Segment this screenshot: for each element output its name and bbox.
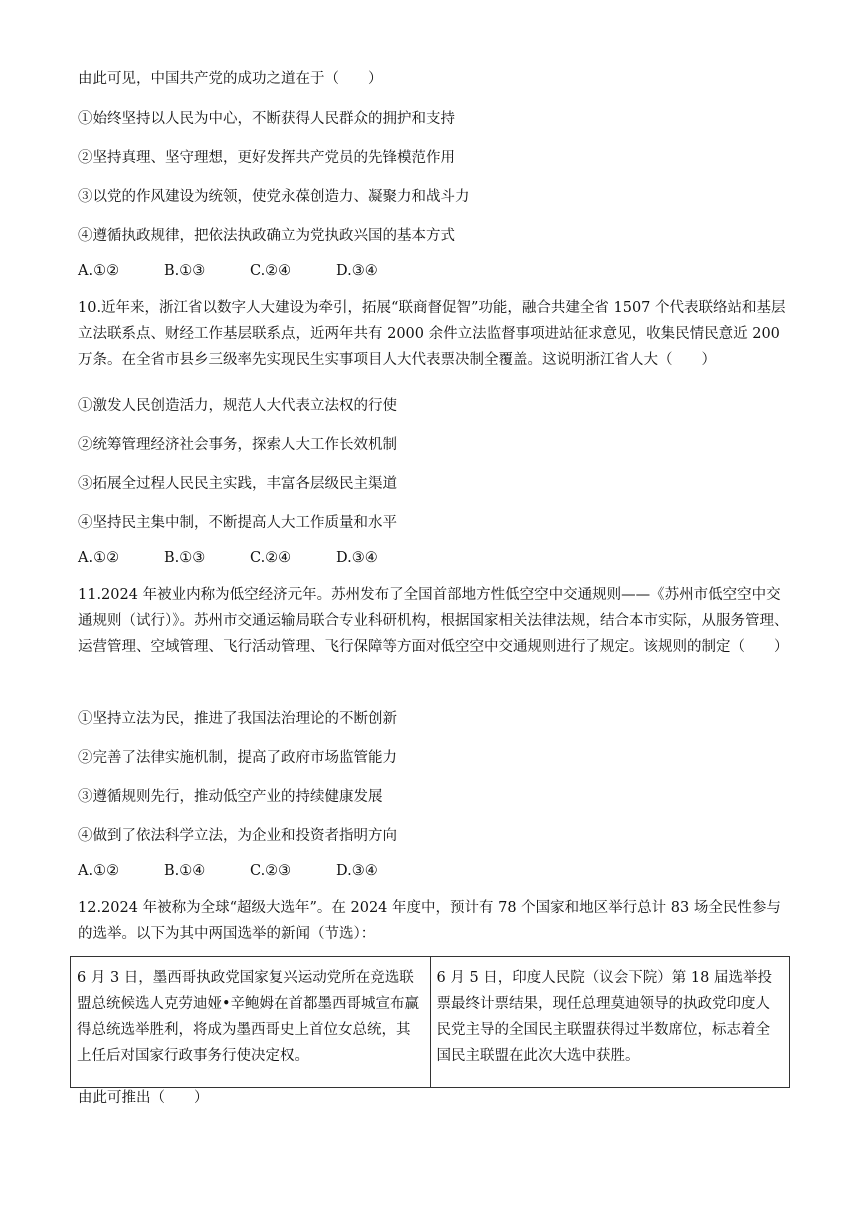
question-10-options: [78, 550, 422, 566]
option-d: D.③④: [336, 863, 378, 879]
question-11-item-4: ④做到了依法科学立法，为企业和投资者指明方向: [78, 828, 397, 844]
option-a: A.①②: [78, 263, 120, 279]
news-mexico: 6 月 3 日，墨西哥执政党国家复兴运动党所在竞选联盟总统候选人克劳迪娅•辛鲍姆在首都墨西哥城宣布赢得总统选举胜利，将成为墨西哥史上首位女总统，其上任后对国家行政事务行使决定权。: [71, 957, 431, 1088]
question-11-options: [78, 863, 422, 879]
option-d: D.③④: [336, 550, 378, 566]
question-11-item-3: ③遵循规则先行，推动低空产业的持续健康发展: [78, 789, 383, 805]
option-d: D.③④: [336, 263, 378, 279]
news-table: [70, 956, 790, 1088]
option-a: A.①②: [78, 550, 120, 566]
option-c: C.②④: [250, 550, 292, 566]
option-c: C.②③: [250, 863, 292, 879]
question-9-prompt: 由此可见，中国共产党的成功之道在于（ ）: [78, 71, 383, 87]
option-b: B.①④: [164, 863, 206, 879]
question-9-item-2: ②坚持真理、坚守理想，更好发挥共产党员的先锋模范作用: [78, 150, 455, 166]
news-india: 6 月 5 日，印度人民院（议会下院）第 18 届选举投票最终计票结果，现任总理莫迪领导的执政党印度人民党主导的全国民主联盟获得过半数席位，标志着全国民主联盟在此次大选中获胜。: [430, 957, 790, 1088]
question-10-item-1: ①激发人民创造活力，规范人大代表立法权的行使: [78, 398, 397, 414]
question-12-stem: 12.2024 年被称为全球“超级大选年”。在 2024 年度中，预计有 78 个国家和地区举行总计 83 场全民性参与的选举。以下为其中两国选举的新闻（节选）：: [78, 900, 781, 942]
option-a: A.①②: [78, 863, 120, 879]
question-9-item-1: ①始终坚持以人民为中心，不断获得人民群众的拥护和支持: [78, 111, 455, 127]
question-11-item-1: ①坚持立法为民，推进了我国法治理论的不断创新: [78, 711, 397, 727]
question-10-item-3: ③拓展全过程人民民主实践，丰富各层级民主渠道: [78, 476, 397, 492]
option-b: B.①③: [164, 263, 206, 279]
question-12-prompt: 由此可推出（ ）: [78, 1090, 209, 1106]
question-9-options: [78, 263, 422, 279]
question-10-stem: 10.近年来，浙江省以数字人大建设为牵引，拓展“联商督促智”功能，融合共建全省 1507 个代表联络站和基层立法联系点、财经工作基层联系点，近两年共有 2000 余件立法监督事项进站征求意见，收集民情民意近 200 万条。在全省市县乡三级率先实现民生实事项目人大代表票决制全覆盖。这说明浙江省人大（ ）: [78, 300, 786, 368]
question-10-item-2: ②统筹管理经济社会事务，探索人大工作长效机制: [78, 437, 397, 453]
question-11-stem: 11.2024 年被业内称为低空经济元年。苏州发布了全国首部地方性低空空中交通规则——《苏州市低空空中交通规则（试行）》。苏州市交通运输局联合专业科研机构，根据国家相关法律法规，结合本市实际，从服务管理、运营管理、空域管理、飞行活动管理、飞行保障等方面对低空空中交通规则进行了规定。该规则的制定（ ）: [78, 587, 789, 655]
question-9-item-3: ③以党的作风建设为统领，使党永葆创造力、凝聚力和战斗力: [78, 189, 470, 205]
question-11-item-2: ②完善了法律实施机制，提高了政府市场监管能力: [78, 750, 397, 766]
question-10-item-4: ④坚持民主集中制，不断提高人大工作质量和水平: [78, 515, 397, 531]
option-b: B.①③: [164, 550, 206, 566]
question-9-item-4: ④遵循执政规律，把依法执政确立为党执政兴国的基本方式: [78, 228, 455, 244]
option-c: C.②④: [250, 263, 292, 279]
